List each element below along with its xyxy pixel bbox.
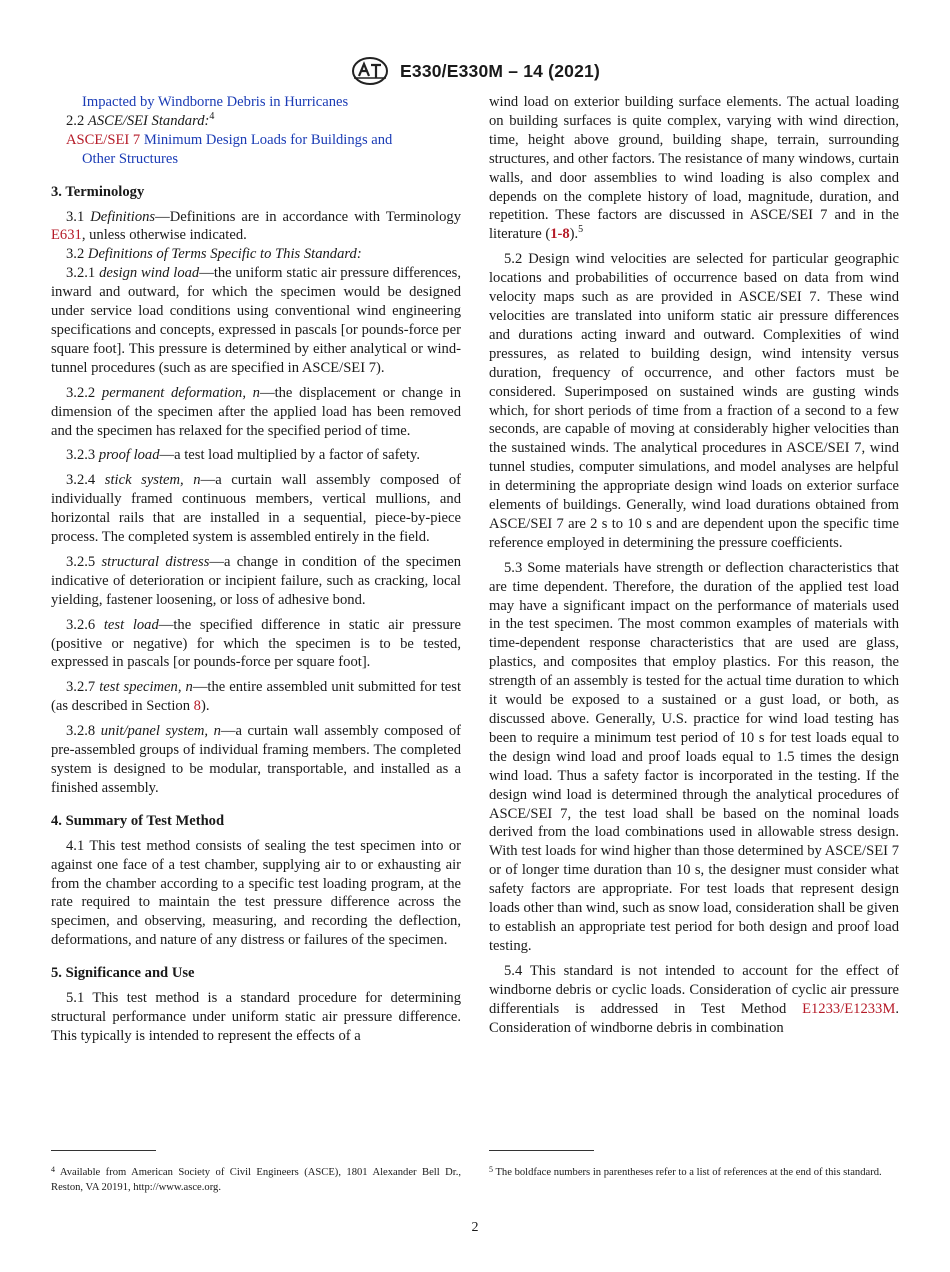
footnote-5: $^5$ The boldface numbers in parentheses refer to a list of references at the end of this standard. <box>489 1165 882 1178</box>
footnote-rule <box>489 1150 594 1151</box>
standard-designation: E330/E330M – 14 (2021) <box>400 60 600 81</box>
page-header <box>0 56 950 86</box>
paragraph-5-4: 5.4 This standard is not intended to account for the effect of windborne debris or cyclic loads. Consideration of cyclic air pressure differentials is addressed in Test Method E1233/E1233M. Consideration of windborne debris in combination <box>489 962 899 1036</box>
paragraph-3-2-1: 3.2.1 design wind load—the uniform static air pressure differences, inward and outward, for which the specimen would be designed under service load conditions using conventional wind engineering specifications and concepts, expressed in pascals [or pounds-force per square foot]. This pressure is determined by either analytical or wind-tunnel procedures (such as are specified in ASCE/SEI 7). <box>51 265 461 376</box>
paragraph-3-2: 3.2 Definitions of Terms Specific to This Standard: <box>66 246 362 263</box>
paragraph-5-2: 5.2 Design wind velocities are selected for particular geographic locations and probabilities of occurrence based on data from wind velocity maps such as are provided in ASCE/SEI 7. These wind velocities are translated into uniform static air pressure differences and durations acting inward and outward. Complexities of wind pressures, as related to building design, wind intensity versus duration, frequency of occurrence, and other factors must be considered. Superimposed on sustained winds are gusting winds which, for short periods of time from a fraction of a second to a few seconds, are capable of moving at considerably higher velocities than the sustained winds. The analytical procedures in ASCE/SEI 7, wind tunnel studies, computer simulations, and model analyses are helpful in determining the appropriate design wind loads on exterior surface elements of buildings. Generally, wind load durations obtained from ASCE/SEI 7 are 2 s to 10 s and are dependent upon the specific time reference employed in determining the pressure coefficients. <box>489 251 899 551</box>
asce-title-cont[interactable]: Other Structures <box>82 150 179 167</box>
section-5-heading: 5. Significance and Use <box>51 965 195 982</box>
e631-link[interactable]: E631 <box>51 227 82 244</box>
section-8-link[interactable]: 8 <box>193 698 201 715</box>
footnote-4: $^4$ Available from American Society of Civil Engineers (ASCE), 1801 Alexander Bell Dr., Reston, VA 20191, http://www.asce.org. <box>51 1165 461 1193</box>
paragraph-4-1: 4.1 This test method consists of sealing the test specimen into or against one face of a test chamber, supplying air to or exhausting air from the chamber according to a specific test loading program, at the rate required to maintain the test pressure difference across the specimen, and observing, measuring, and recording the deflection, deformations, and nature of any distress or failures of the specimen. <box>51 837 461 949</box>
left-column <box>51 93 461 1046</box>
e1233-link[interactable]: E1233/E1233M <box>802 1000 896 1017</box>
references-link[interactable]: 1-8 <box>550 226 570 243</box>
paragraph-3-2-6: 3.2.6 test load—the specified difference in static air pressure (positive or negative) for which the specimen is to be tested, expressed in pascals [or pounds-force per square foot]. <box>51 616 461 671</box>
paragraph-3-2-8: 3.2.8 unit/panel system, n—a curtain wall assembly composed of pre-assembled groups of individual framing members. The completed system is designed to be modular, transportable, and installed as a finished assembly. <box>51 723 461 796</box>
section-title: ASCE/SEI Standard: <box>87 112 210 129</box>
footnote-rule <box>51 1150 156 1151</box>
reference-continuation[interactable]: Impacted by Windborne Debris in Hurricanes <box>82 94 349 110</box>
paragraph-5-1-cont: wind load on exterior building surface elements. The actual loading on building surfaces is quite complex, varying with wind direction, time, height above ground, building shape, terrain, surrounding structures, and other factors. The resistance of many windows, curtain walls, and door assemblies to wind loading is also complex and depends on the complete history of load, magnitude, duration, and repetition. These factors are discussed in ASCE/SEI 7 and in the literature (1-8).$^5$ <box>489 94 899 243</box>
section-number: 2.2 <box>66 112 85 129</box>
paragraph-3-2-7: 3.2.7 test specimen, n—the entire assembled unit submitted for test (as described in Section 8). <box>51 679 461 715</box>
page-number: 2 <box>471 1220 479 1235</box>
section-3-heading: 3. Terminology <box>51 183 145 200</box>
footnote-ref[interactable]: 5 <box>578 224 584 236</box>
footnote-ref[interactable]: 4 <box>209 110 215 122</box>
asce-sei-7-link[interactable]: ASCE/SEI 7 <box>66 131 141 148</box>
paragraph-5-1: 5.1 This test method is a standard procedure for determining structural performance under uniform static air pressure difference. This typically is intended to represent the effects of a <box>51 990 461 1044</box>
paragraph-3-2-3: 3.2.3 proof load—a test load multiplied by a factor of safety. <box>66 447 420 464</box>
right-column <box>489 93 899 1037</box>
asce-title[interactable]: Minimum Design Loads for Buildings and <box>140 131 393 148</box>
paragraph-3-1: 3.1 Definitions—Definitions are in accordance with Terminology E631, unless otherwise indicated. <box>51 208 461 244</box>
paragraph-5-3: 5.3 Some materials have strength or deflection characteristics that are time dependent. Therefore, the duration of the applied test load may have a significant impact on the performance of materials used in the test specimen. The most common examples of materials with time-dependent response characteristics that are used are glass, plastics, and composites that employ plastics. For this reason, the strength of an assembly is tested for the actual time duration to which it would be exposed to a sustained or a gust load, or both, as discussed above. Generally, U.S. practice for wind load testing has been to require a minimum test period of 10 s for test loads equal to the design wind load and proof loads equal to 1.5 times the design wind load. Thus a safety factor is incorporated in the testing. If the design wind load is determined through the analytical procedures of ASCE/SEI 7, the test load shall be based on the nominal loads derived from the load combinations used in allowable stress design. With test loads for wind higher than those determined by ASCE/SEI 7 or of longer time duration than 10 s, the designer must consider what safety factors are appropriate. For test loads that represent design loads other than wind, such as snow load, consideration shall be given to establish an appropriate test period for both design and proof load testing. <box>489 559 899 954</box>
astm-logo-icon <box>350 56 390 86</box>
section-4-heading: 4. Summary of Test Method <box>51 812 225 829</box>
paragraph-3-2-4: 3.2.4 stick system, n—a curtain wall assembly composed of individually framed continuous members, vertical mullions, and horizontal rails that are installed in a sequential, piece-by-piece process. The completed system is assembled entirely in the field. <box>51 472 461 546</box>
paragraph-3-2-2: 3.2.2 permanent deformation, n—the displacement or change in dimension of the specimen after the applied load has been removed and the specimen has relaxed for the specified period of time. <box>51 384 461 439</box>
paragraph-3-2-5: 3.2.5 structural distress—a change in condition of the specimen indicative of deterioration or incipient failure, such as cracking, local yielding, fastener loosening, or loss of adhesive bond. <box>51 553 461 608</box>
